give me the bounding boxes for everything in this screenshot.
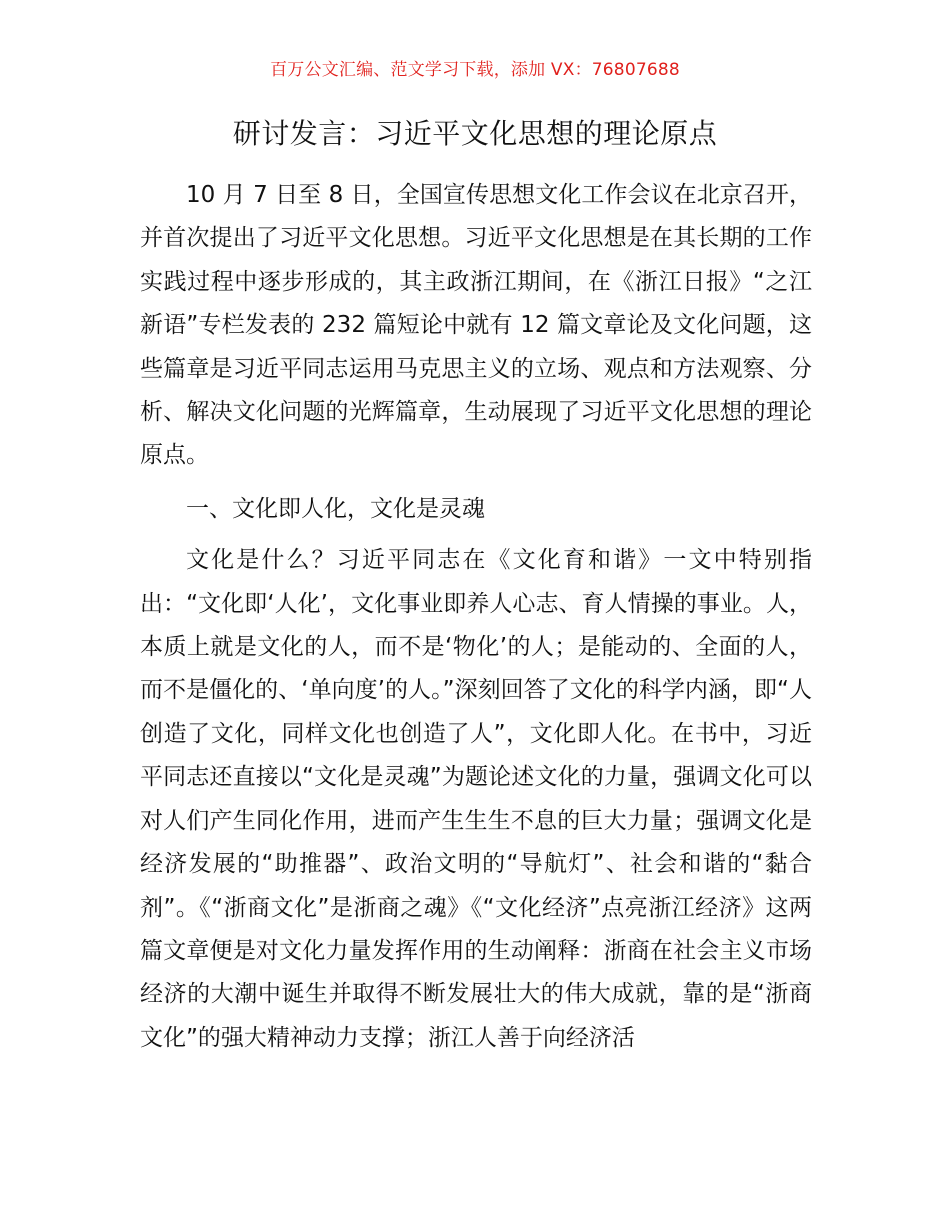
header-contact-note: 百万公文汇编、范文学习下载，添加 VX：76807688 [270, 60, 680, 80]
section-paragraph: 文化是什么？习近平同志在《文化育和谐》一文中特别指出：“文化即‘人化’，文化事业即养人心志、育人情操的事业。人，本质上就是文化的人，而不是‘物化’的人；是能动的、全面的人，而不是僵化的、‘单向度’的人。”深刻回答了文化的科学内涵，即“人创造了文化，同样文化也创造了人”，文化即人化。在书中，习近平同志还直接以“文化是灵魂”为题论述文化的力量，强调文化可以对人们产生同化作用，进而产生生生不息的巨大力量；强调文化是经济发展的“助推器”、政治文明的“导航灯”、社会和谐的“黏合剂”。《“浙商文化”是浙商之魂》《“文化经济”点亮浙江经济》这两篇文章便是对文化力量发挥作用的生动阐释：浙商在社会主义市场经济的大潮中诞生并取得不断发展壮大的伟大成就，靠的是“浙商文化”的强大精神动力支撑；浙江人善于向经济活 [140, 547, 812, 1051]
document-title: 研讨发言：习近平文化思想的理论原点 [232, 117, 718, 150]
intro-paragraph: 10 月 7 日至 8 日，全国宣传思想文化工作会议在北京召开，并首次提出了习近平文化思想。习近平文化思想是在其长期的工作实践过程中逐步形成的，其主政浙江期间，在《浙江日报》“之江新语”专栏发表的 232 篇短论中就有 12 篇文章论及文化问题，这些篇章是习近平同志运用马克思主义的立场、观点和方法观察、分析、解决文化问题的光辉篇章，生动展现了习近平文化思想的理论原点。 [140, 182, 812, 469]
section-heading: 一、文化即人化，文化是灵魂 [186, 495, 485, 522]
document-body [140, 174, 812, 1060]
